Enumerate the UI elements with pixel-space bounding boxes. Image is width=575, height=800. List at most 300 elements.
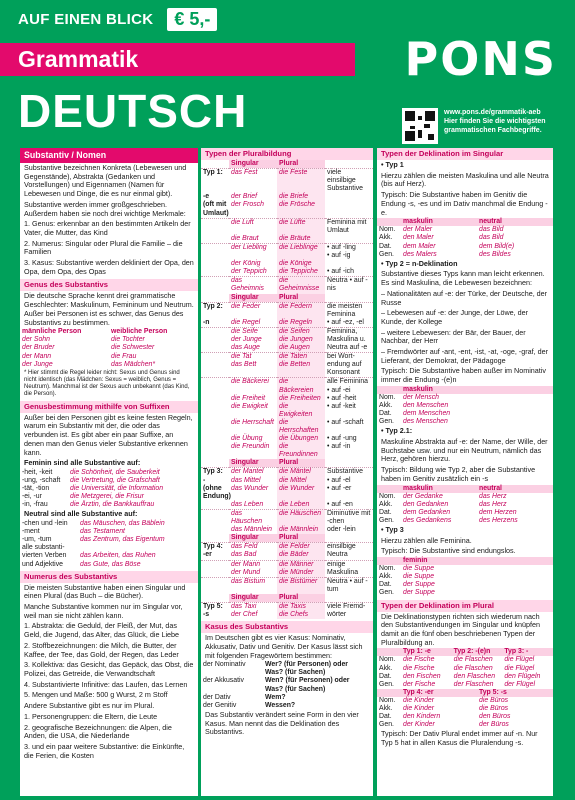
- cell: die Augen: [277, 344, 325, 352]
- cell: [201, 594, 229, 602]
- list-item: 4. Substantivierte Infinitive: das Laufen, das Lernen: [24, 679, 188, 689]
- heading-plural-types: Typen der Pluralbildung: [201, 148, 373, 160]
- cell: Dat.: [379, 672, 392, 680]
- cell: Maskulina u.: [327, 335, 366, 343]
- cell: Dat.: [379, 508, 392, 516]
- cell: Maskulina: [327, 568, 359, 576]
- cell: die Taten: [277, 352, 325, 361]
- cell: endung auf Konsonant: [327, 361, 362, 377]
- cell: die Vertretung, die Grafschaft: [70, 477, 160, 485]
- col-header: maskulin: [401, 485, 477, 493]
- col-header: Typ 5: -s: [477, 689, 553, 697]
- cell: Neutra auf -e: [327, 344, 368, 352]
- cell: die Bräute: [277, 235, 325, 243]
- cell: der Brief: [231, 193, 258, 201]
- cell: die Freundin: [231, 443, 270, 451]
- cell: die Freundinnen: [277, 443, 325, 459]
- cell: • auf -ung: [327, 435, 357, 443]
- cell: die Braut: [231, 234, 259, 242]
- column-nouns: [20, 148, 198, 796]
- heading-noun: Substantiv / Nomen: [20, 148, 198, 163]
- qr-section: [402, 108, 574, 144]
- cell: [325, 201, 373, 217]
- cell: [201, 686, 263, 694]
- declension-table-3: [377, 485, 553, 525]
- col-header: maskulin: [401, 218, 477, 226]
- type-label: [201, 419, 229, 435]
- cell: die Bäckerei: [229, 377, 277, 394]
- text: Die meisten Substantive haben einen Singular und einen Plural (das Buch – die Bücher).: [24, 582, 186, 601]
- col-header: Singular: [229, 459, 277, 467]
- cell: die Flügel: [504, 664, 535, 672]
- cell: die Büros: [479, 705, 509, 713]
- cell: die Luft: [229, 218, 277, 235]
- cell: die Bäder: [277, 551, 325, 559]
- type-label: [201, 377, 229, 394]
- cell: • auf -el: [327, 476, 351, 484]
- cell: -ung, -schaft: [22, 477, 61, 485]
- type-label: [201, 569, 229, 577]
- cell: die Frau: [111, 352, 137, 360]
- cell: Nom.: [379, 492, 396, 500]
- cell: [325, 160, 373, 168]
- cell: das Leben: [231, 500, 264, 508]
- type-label: • Typ 2 = n-Deklination: [381, 258, 458, 268]
- list-item: 1. Personengruppen: die Eltern, die Leute: [24, 711, 158, 721]
- cell: das Feld: [229, 542, 277, 551]
- cell: einige: [325, 560, 373, 569]
- type-label: [201, 435, 229, 443]
- cell: • auf -heit: [327, 394, 357, 402]
- type-label: • Typ 1: [381, 160, 404, 169]
- type-label: -s: [203, 611, 210, 619]
- cell: das Zentrum, das Eigentum: [80, 536, 165, 544]
- cell: [277, 252, 325, 260]
- qr-code-icon: [402, 108, 438, 144]
- cell: das Männlein: [231, 526, 272, 534]
- cell: Was? (für Sachen): [265, 669, 326, 677]
- type-label: [201, 577, 229, 594]
- list-item: 3. Kollektiva: das Gesicht, das Gepäck, das Obst, die Polizei, das Getreide, die Verwandtschaft: [24, 660, 194, 678]
- type-label: [201, 235, 229, 243]
- type-label: [201, 243, 229, 252]
- col-header: Plural: [277, 459, 325, 467]
- cell: dem Menschen: [403, 410, 451, 418]
- cell: -chen und -lein: [22, 520, 68, 528]
- cell: das Auge: [231, 344, 260, 352]
- cell: das Bad: [231, 551, 257, 559]
- col-header: [377, 689, 401, 697]
- type-label: Typ 1:: [201, 168, 229, 193]
- text: Hierzu zählen alle Feminina.: [381, 535, 472, 545]
- declension-table-4: [377, 557, 553, 597]
- col-header: Plural: [277, 294, 325, 302]
- cell: die Ärztin, die Bankkauffrau: [70, 501, 155, 509]
- cell: den Fischen: [403, 672, 441, 680]
- book-title: DEUTSCH: [18, 85, 248, 137]
- cell: die Chefs: [277, 611, 325, 619]
- case-question-table: [201, 661, 373, 710]
- text: Substantive bezeichnen Konkreta (Lebewesen und Gegenstände), Abstrakta (Gedanken und Vorstellungen) und Eigennamen (Namen für Lebewesen und Dinge, die es nur einmal gibt).: [24, 163, 187, 199]
- col-header: Typ 2: -(e)n: [452, 648, 503, 656]
- text: Typisch: Die Substantive sind endungslos.: [381, 546, 516, 556]
- cell: • auf -ling: [325, 243, 373, 252]
- type-label: (oft mit Umlaut): [203, 201, 229, 217]
- type-label: (ohne Endung): [203, 484, 231, 500]
- cell: die Mittel: [277, 477, 325, 485]
- cell: den Menschen: [403, 402, 449, 410]
- cell: der Chef: [231, 611, 258, 619]
- brand-logo: PONS: [404, 32, 557, 86]
- text: Manche Substantive kommen nur im Singular vor, weil man sie nicht zählen kann.: [24, 602, 183, 620]
- cell: die Schwester: [111, 344, 155, 352]
- cell: [78, 544, 198, 552]
- cell: der Büros: [479, 721, 509, 729]
- gender-table: [20, 328, 198, 368]
- type-label: • Typ 3: [381, 524, 404, 534]
- type-label: [201, 395, 229, 403]
- cell: die Schönheit, die Sauberkeit: [70, 468, 160, 476]
- cell: • auf -en: [327, 500, 353, 508]
- col-header: [377, 386, 401, 394]
- cell: das Herz: [479, 492, 507, 500]
- heading-suffix: Genusbestimmung mithilfe von Suffixen: [20, 401, 198, 413]
- cell: [325, 235, 373, 243]
- cell: die Lieblinge: [277, 243, 325, 252]
- cell: vierten Verben: [22, 552, 67, 560]
- list-item: – Nationalitäten auf -e: der Türke, der Deutsche, der Russe: [381, 288, 548, 307]
- cell: die Metzgerei, die Frisur: [70, 493, 144, 501]
- cell: das Bistum: [229, 577, 277, 594]
- cell: der Genitiv: [203, 701, 237, 709]
- cell: • auf -schaft: [327, 418, 364, 426]
- cell: des Herzens: [479, 516, 518, 524]
- type-label: [201, 560, 229, 569]
- cell: die Flügel: [504, 656, 535, 664]
- cell: den Kindern: [403, 713, 441, 721]
- type-label: -n: [203, 318, 210, 326]
- column-plural: [201, 148, 373, 796]
- list-item: – weitere Lebewesen: der Bär, der Bauer, der Nachbar, der Herr: [381, 327, 526, 346]
- text: Das Substantiv verändert seine Form in den vier Kasus. Man nennt das die Deklination des Substantivs.: [205, 709, 359, 737]
- cell: Neutra • auf -nis: [325, 276, 373, 293]
- cell: bei Wort-: [325, 352, 373, 361]
- cell: der Suppe: [403, 581, 435, 589]
- cell: [325, 534, 373, 542]
- cell: Wen? (für Personen) oder: [265, 677, 350, 685]
- cell: das Geheimnis: [229, 276, 277, 293]
- col-header: [377, 557, 401, 565]
- cell: der König: [231, 260, 261, 268]
- col-header: [377, 485, 401, 493]
- cell: Gen.: [379, 516, 394, 524]
- cell: -ei, -ur: [22, 493, 42, 501]
- cell: die Seife: [229, 327, 277, 336]
- cell: Feminina mit Umlaut: [325, 218, 373, 235]
- heading-genus: Genus des Substantivs: [20, 279, 198, 291]
- cell: • auf -keit: [327, 402, 356, 410]
- cell: [201, 669, 263, 677]
- cell: Nom.: [379, 565, 396, 573]
- cell: Substantive: [325, 467, 373, 476]
- type-label: Typ 4:: [201, 542, 229, 551]
- text: Außer bei den Personen gibt es keine festen Regeln, warum ein Substantiv mit der, die oder das verbunden ist. Es gibt aber ein paar Suffixe, an denen man den Genus vieler Substantive erkennen kann.: [24, 412, 193, 457]
- cell: die Seifen: [277, 327, 325, 336]
- cell: die Könige: [277, 260, 325, 268]
- cell: die Übung: [231, 435, 263, 443]
- cell: der Frosch: [231, 201, 264, 209]
- subtitle: Grammatik: [18, 46, 139, 72]
- type-label: [201, 218, 229, 235]
- cell: der Mantel: [229, 467, 277, 476]
- type-label: [201, 276, 229, 293]
- type-label: • Typ 2.1:: [381, 426, 413, 436]
- text: Typisch: Die Substantive haben außer im Nominativ immer die Endung -(e)n: [381, 366, 546, 385]
- type-label: [201, 403, 229, 419]
- cell: -um, -tum: [22, 536, 52, 544]
- cell: die Übungen: [277, 435, 325, 443]
- cell: das Testament: [80, 528, 125, 536]
- cell: Gen.: [379, 418, 394, 426]
- cell: • auf -er: [327, 484, 352, 492]
- cell: das Bett: [231, 361, 257, 369]
- list-item: 3. und ein paar weitere Substantive: die Einkünfte, die Ferien, die Kosten: [24, 741, 185, 760]
- cell: [201, 459, 229, 467]
- cell: Gen.: [379, 589, 394, 597]
- cell: das Arbeiten, das Ruhen: [80, 552, 156, 560]
- plural-declension-table-1: [377, 648, 553, 688]
- cell: die Suppe: [403, 565, 435, 573]
- cell: die Teppiche: [277, 268, 325, 276]
- heading-declension-singular: Typen der Deklination im Singular: [377, 148, 553, 160]
- list-item: 2. Stoffbezeichnungen: die Milch, die Butter, der Kaffee, der Tee, das Gold, der Regen, das Leder: [24, 640, 179, 659]
- cell: • auf -ig: [327, 252, 351, 260]
- cell: des Gedankens: [403, 516, 452, 524]
- cell: die Ewigkeiten: [277, 403, 325, 419]
- cell: Gen.: [379, 680, 394, 688]
- cell: wörter: [327, 611, 347, 619]
- list-item: 5. Mengen und Maße: 500 g Wurst, 2 m Stoff: [24, 690, 168, 700]
- feature-item: 2. Numerus: Singular oder Plural die Familie – die Familien: [24, 238, 183, 257]
- cell: die Tat: [229, 352, 277, 361]
- cell: Akk.: [379, 500, 393, 508]
- col-header: Singular: [229, 294, 277, 302]
- cell: [201, 160, 229, 168]
- cell: Nom.: [379, 393, 396, 401]
- cell: die Jungen: [277, 336, 325, 344]
- cell: die Wunder: [277, 485, 325, 501]
- cell: Nom.: [379, 656, 396, 664]
- cell: [325, 594, 373, 602]
- qr-caption: [444, 108, 574, 135]
- col-header: Typ 3: -: [502, 648, 553, 656]
- cell: Akk.: [379, 234, 393, 242]
- cell: Wem?: [265, 693, 286, 701]
- type-label: Typ 5:: [201, 602, 229, 611]
- cell: den Flaschen: [453, 672, 496, 680]
- list-item: – Lebewesen auf -e: der Junge, der Löwe, der Kunde, der Kollege: [381, 308, 529, 326]
- cell: Dat.: [379, 410, 392, 418]
- price-badge: € 5,-: [167, 8, 217, 31]
- cell: Wer? (für Personen) oder: [265, 661, 348, 669]
- text: Hierzu zählen die meisten Maskulina und alle Neutra (bis auf Herz).: [381, 170, 549, 189]
- type-label: [201, 327, 229, 336]
- cell: des Malers: [403, 250, 437, 258]
- cell: der Maler: [403, 226, 433, 234]
- col-header: Typ 1: -e: [401, 648, 452, 656]
- cell: das Fest: [229, 168, 277, 193]
- text: Maskuline Abstrakta auf -e: der Name, der Wille, der Buchstabe usw. und nur ein Neutrum, nämlich das Herz, gehören hierzu.: [381, 437, 548, 464]
- cell: der Junge: [231, 335, 262, 343]
- cell: die Tochter: [111, 336, 145, 344]
- cell: der Akkusativ: [203, 677, 244, 685]
- cell: und Adjektive: [22, 560, 63, 568]
- type-label: [201, 344, 229, 352]
- cell: [201, 534, 229, 542]
- col-header: Singular: [229, 594, 277, 602]
- cell: die Feste: [277, 168, 325, 193]
- cell: [229, 252, 277, 260]
- cell: [201, 294, 229, 302]
- cell: die Bäckereien: [277, 377, 325, 394]
- type-label: [201, 361, 229, 377]
- cell: der Teppich: [231, 268, 267, 276]
- cell: die Männer: [277, 560, 325, 569]
- cell: die Taxis: [277, 602, 325, 611]
- cell: -ment: [22, 528, 40, 536]
- list-item: 2. geografische Bezeichnungen: die Alpen, die Anden, die USA, die Niederlande: [24, 722, 172, 741]
- neutral-suffix-table: [20, 520, 198, 569]
- qr-url: www.pons.de/grammatik-aeb: [444, 109, 541, 116]
- cell: die Federn: [277, 302, 325, 319]
- cell: die Briefe: [277, 193, 325, 201]
- cell: einsilbige: [325, 542, 373, 551]
- cell: [325, 459, 373, 467]
- cell: der Gedanke: [403, 492, 443, 500]
- cell: Dat.: [379, 713, 392, 721]
- text: Neutral sind alle Substantive auf:: [24, 509, 138, 519]
- cell: Akk.: [379, 705, 393, 713]
- cell: das Bild: [479, 226, 504, 234]
- cell: die Kinder: [403, 705, 435, 713]
- col-header: neutral: [477, 485, 553, 493]
- type-label: [201, 260, 229, 268]
- cell: die Freiheiten: [277, 395, 325, 403]
- cell: der Mann: [22, 352, 52, 360]
- col-header: [377, 218, 401, 226]
- type-label: -: [203, 476, 206, 484]
- text: Substantive dieses Typs kann man leicht erkennen. Es sind Maskulina, die Lebewesen bezeichnen:: [381, 269, 545, 288]
- cell: das Bild: [479, 234, 504, 242]
- heading-numerus: Numerus des Substantivs: [20, 571, 198, 583]
- cell: Feminina,: [325, 327, 373, 336]
- cell: die Fische: [403, 664, 435, 672]
- cell: [325, 260, 373, 268]
- cell: alle Feminina • auf -ei: [325, 377, 373, 394]
- col-header: Plural: [277, 594, 325, 602]
- col-header: neutral: [477, 218, 553, 226]
- col-header: maskulin: [401, 386, 553, 394]
- cell: die meisten Feminina: [325, 302, 373, 319]
- cell: Dat.: [379, 581, 392, 589]
- cell: die Kinder: [403, 696, 435, 704]
- cell: • auf -ich: [327, 268, 354, 276]
- column-declension: [377, 148, 553, 796]
- cell: das Gute, das Böse: [80, 560, 141, 568]
- cell: -tät, -tion: [22, 485, 50, 493]
- qr-description: Hier finden Sie die wichtigsten grammatischen Fachbegriffe.: [444, 118, 546, 134]
- cell: die Bistümer: [277, 577, 325, 594]
- col-header: feminin: [401, 557, 553, 565]
- cell: die Lüfte: [277, 218, 325, 235]
- cell: das Mittel: [231, 476, 261, 484]
- type-label: [201, 268, 229, 276]
- cell: die Büros: [479, 696, 509, 704]
- cell: oder -lein: [327, 526, 356, 534]
- cell: das Häuschen: [229, 509, 277, 526]
- cell: -in, -frau: [22, 501, 48, 509]
- cell: alle substanti-: [22, 544, 65, 552]
- type-label: [201, 336, 229, 344]
- cell: Diminutive mit -chen: [325, 509, 373, 526]
- type-label: [201, 252, 229, 260]
- text: Die deutsche Sprache kennt drei grammatische Geschlechter: Maskulinum, Femininum und Neutrum. Außer bei Personen ist es schwer, das Genus des Substantivs zu bestimmen.: [24, 291, 194, 327]
- declension-table-1: [377, 218, 553, 258]
- type-label: [201, 509, 229, 526]
- cell: den Büros: [479, 713, 511, 721]
- type-label: [201, 443, 229, 459]
- cell: das Herz: [479, 500, 507, 508]
- cell: die Leben: [277, 501, 325, 509]
- series-strip: [18, 8, 217, 31]
- plural-declension-table-2: [377, 689, 553, 729]
- cell: der Suppe: [403, 589, 435, 597]
- type-label: [201, 501, 229, 509]
- cell: Akk.: [379, 573, 393, 581]
- cell: die Suppe: [403, 573, 435, 581]
- cell: viele Fremd-: [325, 602, 373, 611]
- cell: dem Gedanken: [403, 508, 451, 516]
- cell: der Liebling: [229, 243, 277, 252]
- cell: die Geheimnisse: [277, 276, 325, 293]
- cell: der Fische: [403, 680, 436, 688]
- cell: Neutra • auf -tum: [325, 577, 373, 594]
- cell: der Kinder: [403, 721, 435, 729]
- cell: Gen.: [379, 250, 394, 258]
- declension-table-2: [377, 386, 553, 426]
- text: Typisch: Bildung wie Typ 2, aber die Substantive haben im Genitiv zusätzlich ein -s: [381, 465, 536, 483]
- cell: -heit, -keit: [22, 468, 53, 476]
- cell: der Dativ: [203, 693, 231, 701]
- cell: [325, 193, 373, 201]
- cell: Nom.: [379, 696, 396, 704]
- cell: Wessen?: [265, 701, 296, 709]
- cell: die Mäntel: [277, 467, 325, 476]
- type-label: [201, 526, 229, 534]
- cell: der Mann: [229, 560, 277, 569]
- col-header: Singular: [229, 160, 277, 168]
- col-header: weibliche Person: [111, 328, 168, 336]
- cell: dem Maler: [403, 242, 436, 250]
- cell: die Betten: [277, 361, 325, 377]
- cell: des Bildes: [479, 250, 511, 258]
- feminine-suffix-table: [20, 469, 198, 509]
- cell: das Taxi: [229, 602, 277, 611]
- text: Die Deklinationstypen richten sich wiederum nach den Substantivendungen im Singular und knüpfen damit an die fünf oben beschriebenen Typen der Pluralbildung an.: [381, 611, 541, 647]
- col-header: männliche Person: [22, 328, 82, 336]
- type-label: [201, 352, 229, 361]
- plural-table: [201, 160, 373, 619]
